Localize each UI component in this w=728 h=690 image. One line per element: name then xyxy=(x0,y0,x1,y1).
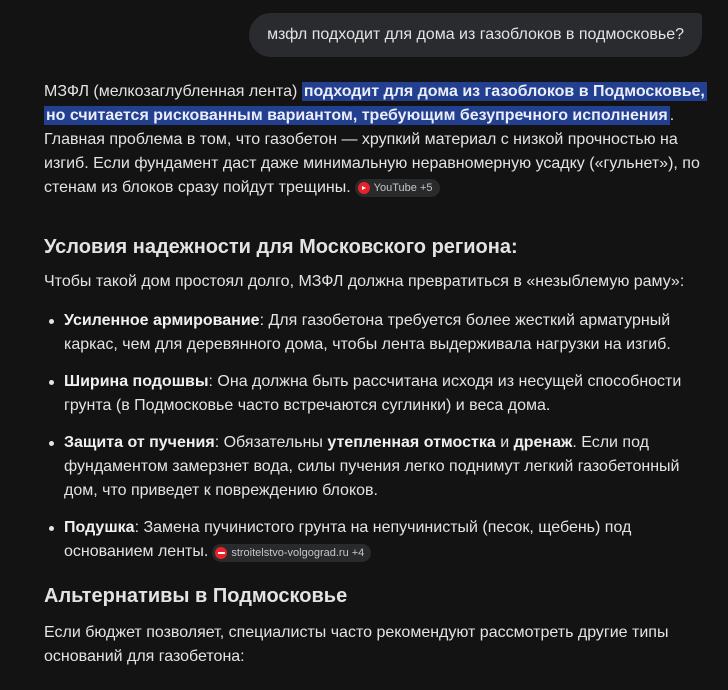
list-item-term: Защита от пучения xyxy=(64,434,215,451)
list-item-text: : Обязательны xyxy=(214,434,328,451)
list-item-text: : Для газобетона требуется более жесткий арматурный каркас, чем для деревянного дома, чтобы лента выдерживала нагрузки на изгиб. xyxy=(64,312,671,353)
highlighted-answer: подходит для дома из газоблоков в Подмосковье, но считается рискованным вариантом, требующим безупречного исполнения xyxy=(46,83,705,124)
conditions-list xyxy=(44,309,706,564)
list-item-text: . Если под фундаментом замерзнет вода, силы пучения легко поднимут легкий газобетонный дом, что приведет к повреждению блоков. xyxy=(64,434,680,499)
list-item-text: : Замена пучинистого грунта на непучинистый (песок, щебень) под основанием ленты. xyxy=(64,519,632,560)
source-chip-youtube[interactable] xyxy=(355,179,440,197)
intro-paragraph xyxy=(44,80,706,200)
list-item xyxy=(64,516,706,564)
user-message-row xyxy=(249,13,702,57)
list-item-term: Ширина подошвы xyxy=(64,373,209,390)
source-chip-site[interactable] xyxy=(212,544,371,562)
intro-suffix: . Главная проблема в том, что газобетон — хрупкий материал с низкой прочностью на изгиб. Если фундамент даст даже минимальную неравномерную усадку («гульнет»), по стенам из блоков сразу пойдут трещины. xyxy=(44,107,700,196)
source-chip-label: YouTube +5 xyxy=(373,182,433,194)
list-item-bold: дренаж xyxy=(513,434,573,451)
section-lead-conditions: Чтобы такой дом простоял долго, МЗФЛ должна превратиться в «незыблемую раму»: xyxy=(44,273,685,290)
list-item-bold: утепленная отмостка xyxy=(327,434,496,451)
source-chip-label: stroitelstvo-volgograd.ru +4 xyxy=(231,547,365,559)
user-query-bubble: мзфл подходит для дома из газоблоков в подмосковье? xyxy=(249,13,702,57)
intro-prefix: МЗФЛ (мелкозаглубленная лента) xyxy=(44,83,302,100)
section-lead-alternatives: Если бюджет позволяет, специалисты часто рекомендуют рассмотреть другие типы оснований для газобетона: xyxy=(44,624,669,665)
youtube-icon xyxy=(358,182,370,194)
list-item xyxy=(64,431,706,503)
site-favicon-icon xyxy=(215,547,227,559)
section-heading-alternatives: Альтернативы в Подмосковье xyxy=(44,585,348,607)
list-item xyxy=(64,309,706,357)
list-item xyxy=(64,370,706,418)
response-body xyxy=(44,78,706,669)
list-item-term: Усиленное армирование xyxy=(64,312,260,329)
list-item-text: : Она должна быть рассчитана исходя из несущей способности грунта (в Подмосковье часто встречаются суглинки) и веса дома. xyxy=(64,373,682,414)
list-item-text: и xyxy=(495,434,514,451)
list-item-term: Подушка xyxy=(64,519,135,536)
section-heading-conditions: Условия надежности для Московского региона: xyxy=(44,236,518,258)
